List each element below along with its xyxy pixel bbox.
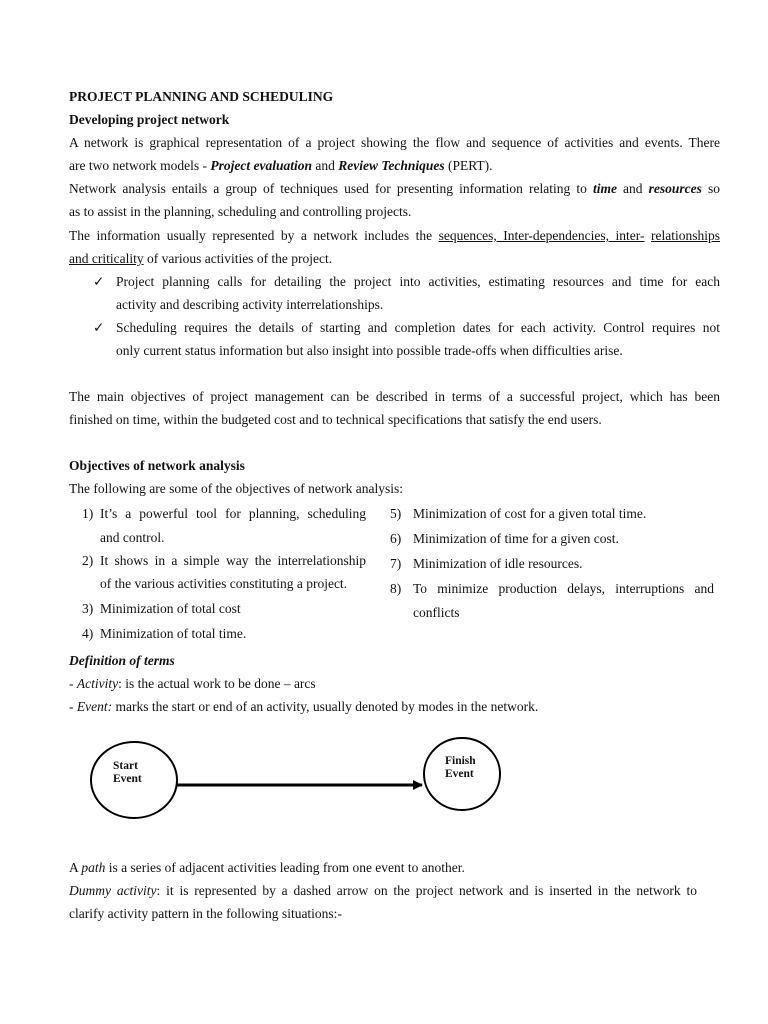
definition-dash: -: [69, 676, 77, 691]
check-icon: ✓: [93, 320, 105, 335]
term-event: Event:: [76, 699, 113, 714]
objective-number: 8): [390, 581, 402, 596]
para1-pert: (PERT).: [444, 158, 493, 173]
objective-item-1-line2: and control.: [100, 530, 165, 545]
bullet2-line1: Scheduling requires the details of starting and completion dates for each activity. Control requires not: [116, 320, 720, 335]
objectives-intro: The following are some of the objectives of network analysis:: [69, 481, 404, 496]
path-text: is a series of adjacent activities leading from one event to another.: [105, 860, 465, 875]
document-title: PROJECT PLANNING AND SCHEDULING: [69, 89, 334, 104]
pert-term-project-evaluation: Project evaluation: [210, 158, 312, 173]
path-definition: [69, 859, 465, 876]
section-heading-definitions: Definition of terms: [69, 653, 175, 668]
para2-and: and: [616, 181, 649, 196]
para3-rest: of various activities of the project.: [143, 251, 333, 266]
term-dummy-activity: Dummy activity: [69, 883, 157, 898]
term-path: path: [81, 860, 106, 875]
para1-and: and: [311, 158, 339, 173]
objective-item-2-line1: It shows in a simple way the interrelationship: [100, 553, 366, 568]
objective-item-6: Minimization of time for a given cost.: [413, 531, 619, 546]
objective-item-2-line2: of the various activities constituting a project.: [100, 576, 348, 591]
para2-line2: as to assist in the planning, scheduling and controlling projects.: [69, 204, 412, 219]
objective-number: 7): [390, 556, 402, 571]
objective-number: 5): [390, 506, 402, 521]
term-resources: resources: [648, 181, 702, 196]
underlined-criticality: and criticality: [69, 251, 144, 266]
start-event-label-line2: Event: [113, 773, 142, 785]
underlined-sequences: sequences, Inter-dependencies, inter-: [438, 228, 645, 243]
para2-so: so: [701, 181, 720, 196]
section-heading-developing-network: Developing project network: [69, 112, 230, 127]
para1-text: are two network models -: [69, 158, 211, 173]
para2-text: Network analysis entails a group of techniques used for presenting information relating to: [69, 181, 593, 196]
objective-item-5: Minimization of cost for a given total time.: [413, 506, 647, 521]
path-prefix: A: [69, 860, 82, 875]
bullet1-line2: activity and describing activity interrelationships.: [116, 297, 384, 312]
objective-number: 4): [82, 626, 94, 641]
objective-item-7: Minimization of idle resources.: [413, 556, 583, 571]
objective-number: 1): [82, 506, 94, 521]
para1-line1: A network is graphical representation of a project showing the flow and sequence of activities and events. There: [69, 135, 720, 150]
para4-line2: finished on time, within the budgeted cost and to technical specifications that satisfy the end users.: [69, 412, 602, 427]
objective-number: 6): [390, 531, 402, 546]
objective-item-8-line1: To minimize production delays, interruptions and: [413, 581, 714, 596]
para4-line1: The main objectives of project management can be described in terms of a successful project, which has been: [69, 389, 720, 404]
objective-number: 2): [82, 553, 94, 568]
bullet1-line1: Project planning calls for detailing the project into activities, estimating resources and time for each: [116, 274, 720, 289]
objective-item-1-line1: It’s a powerful tool for planning, scheduling: [100, 506, 366, 521]
dummy-activity-text: : it is represented by a dashed arrow on the project network and is inserted in the network to: [156, 883, 697, 898]
underlined-relationships: relationships: [650, 228, 720, 243]
objective-item-3: Minimization of total cost: [100, 601, 241, 616]
check-icon: ✓: [93, 274, 105, 289]
start-event-label-line1: Start: [113, 760, 138, 772]
objective-item-8-line2: conflicts: [413, 605, 460, 620]
objective-item-4: Minimization of total time.: [100, 626, 247, 641]
objective-number: 3): [82, 601, 94, 616]
definition-activity-text: : is the actual work to be done – arcs: [118, 676, 316, 691]
para3-text: The information usually represented by a network includes the: [69, 228, 439, 243]
term-time: time: [592, 181, 617, 196]
finish-event-label-line2: Event: [445, 768, 474, 780]
section-heading-objectives: Objectives of network analysis: [69, 458, 245, 473]
definition-event-text: marks the start or end of an activity, usually denoted by modes in the network.: [112, 699, 539, 714]
bullet2-line2: only current status information but also insight into possible trade-offs when difficulties arise.: [116, 343, 623, 358]
finish-event-label-line1: Finish: [445, 755, 476, 767]
definition-dash: -: [69, 699, 77, 714]
dummy-activity-line1: [69, 882, 697, 899]
term-activity: Activity: [76, 676, 119, 691]
pert-term-review-techniques: Review Techniques: [338, 158, 445, 173]
dummy-activity-line2: clarify activity pattern in the following situations:-: [69, 906, 342, 921]
